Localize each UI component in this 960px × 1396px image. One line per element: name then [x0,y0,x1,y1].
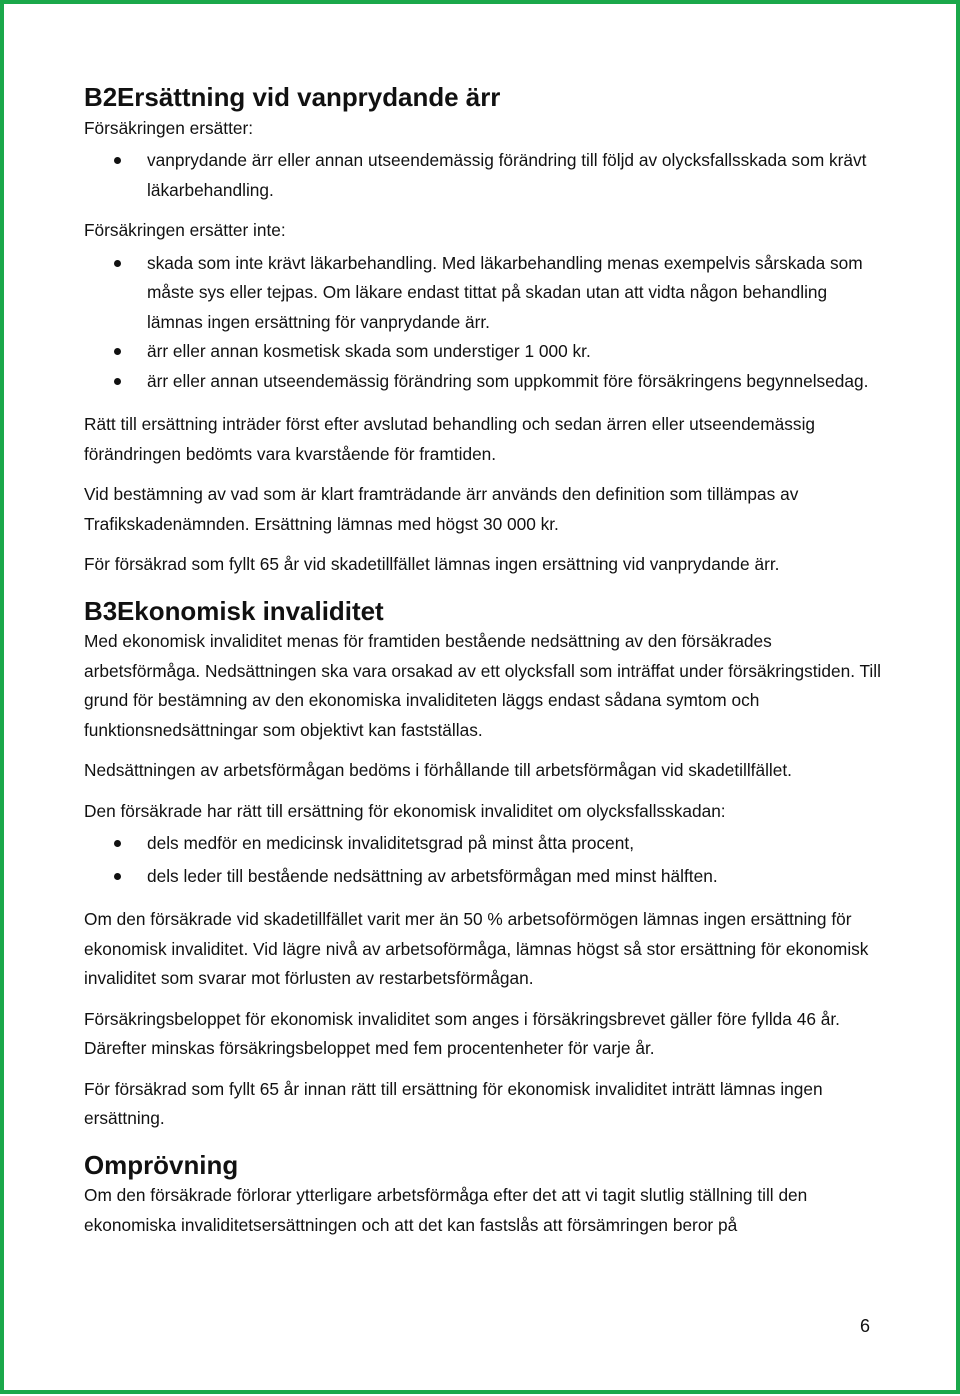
paragraph: Vid bestämning av vad som är klart framträdande ärr används den definition som tillämpas av Trafikskadenämnden. Ersättning lämnas med högst 30 000 kr. [84,484,799,534]
list-item: skada som inte krävt läkarbehandling. Med läkarbehandling menas exempelvis sårskada som måste sys eller tejpas. Om läkare endast tittat på skadan utan att vidta någon behandling lämnas ingen ersättning för vanprydande ärr. [84,249,884,338]
covers-list [84,146,884,205]
excludes-list [84,249,884,397]
paragraph: För försäkrad som fyllt 65 år vid skadetillfället lämnas ingen ersättning vid vanprydande ärr. [84,554,780,574]
excludes-label: Försäkringen ersätter inte: [84,220,286,240]
paragraph: Försäkringsbeloppet för ekonomisk invaliditet som anges i försäkringsbrevet gäller före fyllda 46 år. Därefter minskas försäkringsbeloppet med fem procentenheter för varje år. [84,1008,840,1058]
paragraph: Rätt till ersättning inträder först efter avslutad behandling och sedan ärren eller utseendemässig förändringen bedömts vara kvarstående för framtiden. [84,414,816,464]
section-heading-omprovning: Omprövning [84,1151,239,1180]
paragraph: För försäkrad som fyllt 65 år innan rätt till ersättning för ekonomisk invaliditet inträtt lämnas ingen ersättning. [84,1078,823,1128]
section-heading-b3 [84,598,884,628]
list-item: dels leder till bestående nedsättning av arbetsförmågan med minst hälften. [84,862,884,892]
list-item: dels medför en medicinsk invaliditetsgrad på minst åtta procent, [84,829,884,859]
covers-label: Försäkringen ersätter: [84,117,254,138]
section-number: B2 [84,84,118,112]
paragraph: Om den försäkrade vid skadetillfället varit mer än 50 % arbetsoförmögen lämnas ingen ersättning för ekonomisk invaliditet. Vid lägre nivå av arbetsoförmåga, lämnas högst så stor ersättning för ekonomisk invaliditet som svarar mot förlusten av restarbetsförmågan. [84,909,869,988]
section-title: Ekonomisk invaliditet [117,597,384,626]
paragraph: Nedsättningen av arbetsförmågan bedöms i förhållande till arbetsförmågan vid skadetillfället. [84,760,792,780]
conditions-label: Den försäkrade har rätt till ersättning för ekonomisk invaliditet om olycksfallsskadan: [84,800,726,821]
section-heading-b2 [84,84,884,114]
list-item: vanprydande ärr eller annan utseendemässig förändring till följd av olycksfallsskada som krävt läkarbehandling. [84,146,884,205]
document-body [84,84,884,1240]
paragraph: Med ekonomisk invaliditet menas för framtiden bestående nedsättning av den försäkrades arbetsförmåga. Nedsättningen ska vara orsakad av ett olycksfall som inträffat under försäkringstiden. Till grund för bestämning av den ekonomiska invaliditeten läggs endast sådana symtom och funktionsnedsättningar som objektivt kan fastställas. [84,631,881,740]
conditions-list [84,829,884,891]
paragraph: Om den försäkrade förlorar ytterligare arbetsförmåga efter det att vi tagit slutlig ställning till den ekonomiska invaliditetsersättningen och att det kan fastslås att försämringen beror på [84,1185,808,1235]
list-item: ärr eller annan utseendemässig förändring som uppkommit före försäkringens begynnelsedag. [84,367,884,397]
section-number: B3 [84,597,118,626]
page-number: 6 [860,1316,871,1336]
list-item: ärr eller annan kosmetisk skada som understiger 1 000 kr. [84,337,884,367]
section-title: Ersättning vid vanprydande ärr [117,84,501,112]
